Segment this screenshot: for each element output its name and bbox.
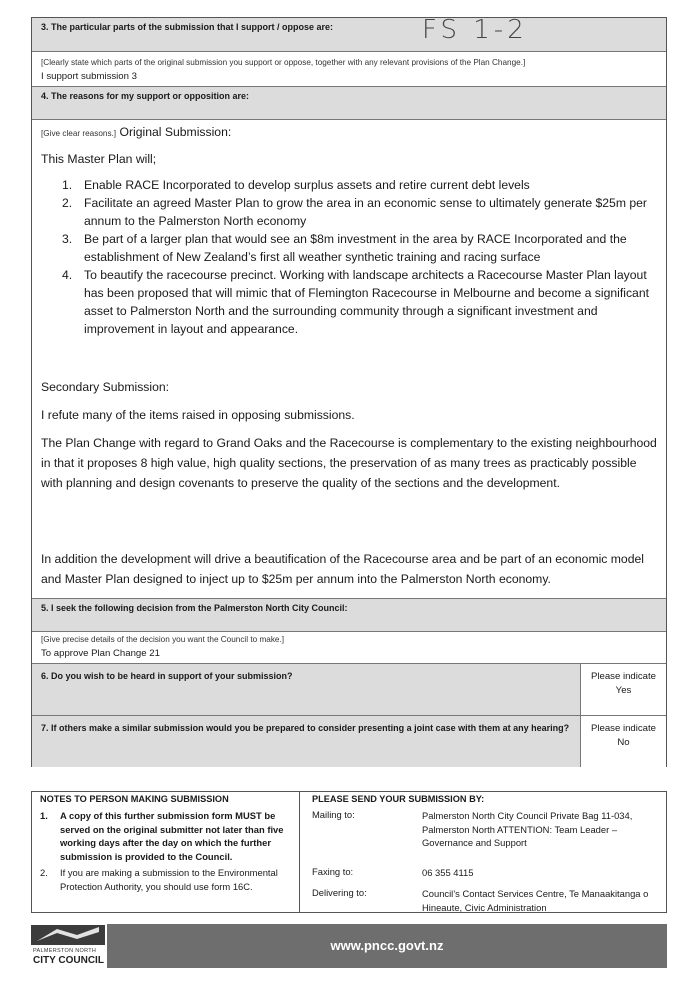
section-6-question: 6. Do you wish to be heard in support of your submission? — [41, 671, 293, 681]
section-3-header — [32, 15, 666, 52]
reason-text: Be part of a larger plan that would see an $8m investment in the area by RACE Incorporated and the establishment of New Zealand’s first all weather synthetic training and racing surface — [84, 232, 627, 264]
logo-text-line2: CITY COUNCIL — [33, 955, 104, 966]
mailing-address: Palmerston North City Council Private Bag 11-034, Palmerston North ATTENTION: Team Leader – Governance and Support — [422, 810, 633, 848]
secondary-heading: Secondary Submission: — [41, 380, 170, 394]
intro-text: This Master Plan will; — [41, 152, 157, 166]
website-link[interactable]: www.pncc.govt.nz — [330, 938, 444, 953]
page-footer — [31, 921, 667, 969]
submission-form — [31, 17, 667, 767]
original-submission-heading: Original Submission: — [119, 125, 232, 139]
section-6-indicator — [580, 664, 666, 715]
section-4-title: 4. The reasons for my support or opposition are: — [41, 91, 250, 101]
send-column — [300, 792, 666, 912]
notes-column — [32, 792, 300, 912]
indicate-label: Please indicate — [590, 723, 657, 734]
notes-box — [31, 791, 667, 913]
section-4-hint: [Give clear reasons.] — [41, 129, 117, 138]
indicate-value: Yes — [615, 685, 632, 696]
footer-band — [107, 924, 667, 968]
delivering-label: Delivering to: — [312, 887, 367, 898]
section-7-row — [32, 715, 666, 767]
council-logo — [31, 921, 105, 969]
logo-text-line1: PALMERSTON NORTH — [33, 948, 97, 954]
note-item: 2. If you are making a submission to the Environmental Protection Authority, you should use form 16C. — [40, 867, 278, 892]
section-6-row — [32, 663, 666, 715]
section-3-answer: I support submission 3 — [41, 71, 137, 82]
section-5-answer: To approve Plan Change 21 — [41, 648, 160, 659]
section-5-hint: [Give precise details of the decision you want the Council to make.] — [41, 635, 285, 644]
list-item: 3. Be part of a larger plan that would see an $8m investment in the area by RACE Incorporated and the establishment of New Zealand’s first all weather synthetic training and racing surface — [62, 232, 627, 264]
section-7-indicator — [580, 716, 666, 767]
section-7-question: 7. If others make a similar submission would you be prepared to consider presenting a joint case with them at any hearing? — [41, 723, 570, 733]
logo-mark-icon — [31, 921, 105, 947]
list-item: 2. Facilitate an agreed Master Plan to grow the area in an economic sense to ultimately generate $25m per annum to the Palmerston North economy — [62, 196, 647, 228]
section-5-header — [32, 598, 666, 632]
section-4-header — [32, 86, 666, 120]
secondary-paragraph-3: In addition the development will drive a beautification of the Racecourse area and be part of an economic model and Master Plan designed to inject up to $25m per annum into the Palmerston North economy. — [41, 552, 644, 586]
reason-text: To beautify the racecourse precinct. Working with landscape architects a Racecourse Master Plan layout has been proposed that will mimic that of Flemington Racecourse in Melbourne and become a significant asset to Palmerston North and the surrounding community through a significant investment and improvement in layout and appearance. — [84, 268, 649, 336]
list-item: 4. To beautify the racecourse precinct. Working with landscape architects a Racecourse Master Plan layout has been proposed that will mimic that of Flemington Racecourse in Melbourne and become a significant asset to Palmerston North and the surrounding community through a significant investment and improvement in layout and appearance. — [62, 268, 649, 336]
section-3-hint: [Clearly state which parts of the original submission you support or oppose, together with any relevant provisions of the Plan Change.] — [41, 58, 526, 67]
reason-text: Facilitate an agreed Master Plan to grow the area in an economic sense to ultimately generate $25m per annum to the Palmerston North economy — [84, 196, 647, 228]
reason-text: Enable RACE Incorporated to develop surplus assets and retire current debt levels — [84, 178, 530, 192]
section-3-title: 3. The particular parts of the submission that I support / oppose are: — [41, 22, 334, 32]
send-heading: PLEASE SEND YOUR SUBMISSION BY: — [312, 794, 485, 804]
faxing-label: Faxing to: — [312, 866, 354, 877]
list-item: 1. Enable RACE Incorporated to develop surplus assets and retire current debt levels — [62, 178, 530, 192]
section-5-title: 5. I seek the following decision from the Palmerston North City Council: — [41, 603, 348, 613]
secondary-paragraph-1: I refute many of the items raised in opposing submissions. — [41, 408, 355, 422]
delivery-address: Council’s Contact Services Centre, Te Manaakitanga o Hineaute, Civic Administration — [422, 888, 649, 913]
indicate-value: No — [617, 737, 630, 748]
secondary-paragraph-2: The Plan Change with regard to Grand Oaks and the Racecourse is complementary to the existing neighbourhood in that it proposes 8 high value, high quality sections, the preservation of as many trees as practicably possible with planning and design covenants to preserve the quality of the sections and the development. — [41, 436, 657, 490]
note-item: 1. A copy of this further submission form MUST be served on the original submitter not later than five working days after the day on which the further submission is provided to the Council. — [40, 810, 284, 862]
mailing-label: Mailing to: — [312, 809, 355, 820]
handwritten-reference: FS 1-2 — [422, 15, 528, 45]
indicate-label: Please indicate — [590, 671, 657, 682]
fax-number: 06 355 4115 — [422, 867, 474, 878]
reasons-list — [62, 176, 662, 338]
notes-heading: NOTES TO PERSON MAKING SUBMISSION — [40, 794, 229, 804]
section-4-hint-line — [41, 123, 231, 143]
